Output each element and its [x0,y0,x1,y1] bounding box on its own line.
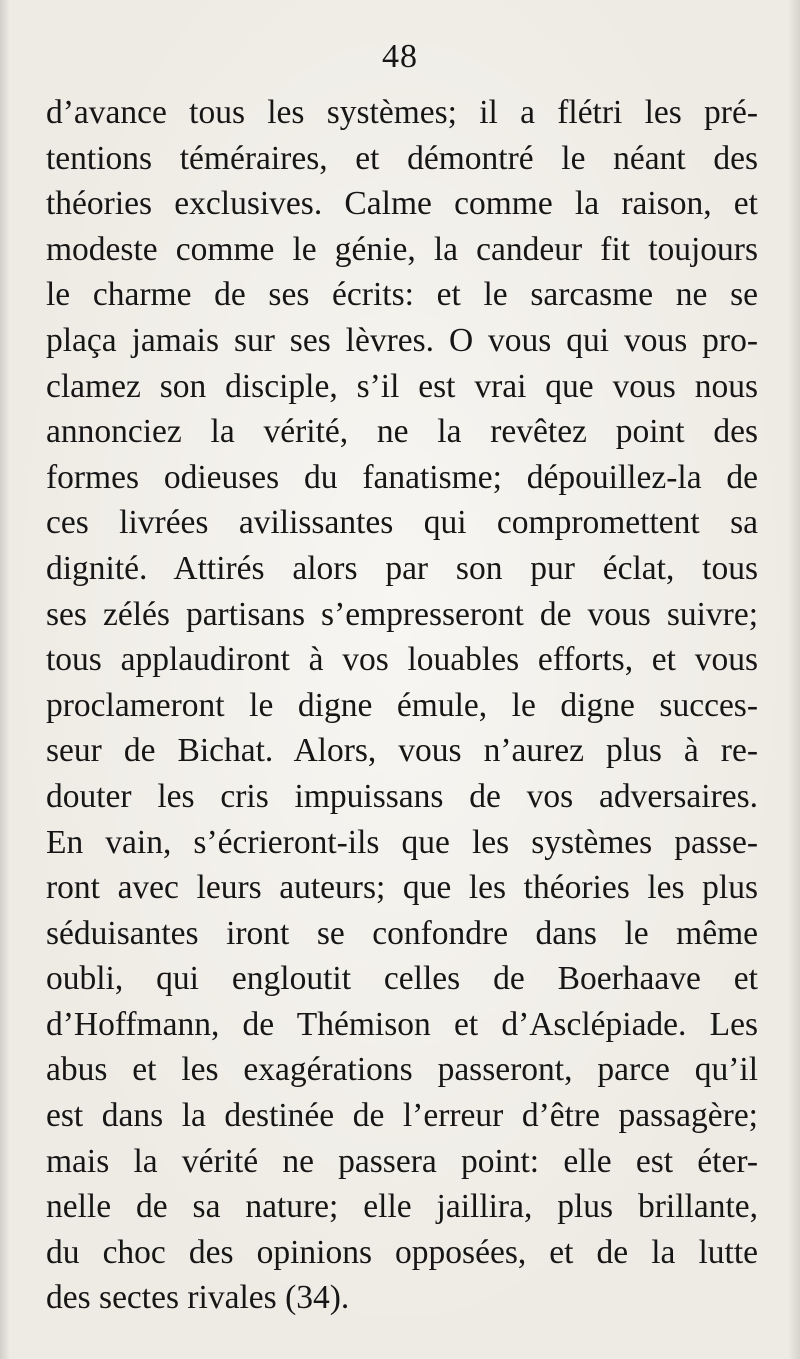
text-line: théories exclusives. Calme comme la raison, et [46,185,758,223]
text-line: d’avance tous les systèmes; il a flétri les pré- [46,94,758,131]
text-line: ces livrées avilissantes qui compromettent sa [46,504,758,542]
text-line: ront avec leurs auteurs; que les théories les plus [46,869,758,907]
text-line: modeste comme le génie, la candeur fit toujours [46,230,758,268]
body-text [46,90,758,1321]
text-line: douter les cris impuissans de vos adversaires. [46,777,758,815]
page-shadow-left [0,0,10,1359]
text-line: dignité. Attirés alors par son pur éclat, tous [46,549,758,587]
text-line: clamez son disciple, s’il est vrai que vous nous [46,367,758,405]
text-line: le charme de ses écrits: et le sarcasme ne se [46,276,758,314]
text-line: est dans la destinée de l’erreur d’être passagère; [46,1097,758,1135]
text-line: nelle de sa nature; elle jaillira, plus brillante, [46,1188,758,1226]
text-line: seur de Bichat. Alors, vous n’aurez plus à re- [46,732,758,770]
text-line: tous applaudiront à vos louables efforts, et vous [46,641,758,679]
page-number: 48 [382,38,418,75]
text-line: annonciez la vérité, ne la revêtez point des [46,413,758,451]
page-shadow-right [788,0,800,1359]
text-line: séduisantes iront se confondre dans le même [46,914,758,952]
text-line: En vain, s’écrieront-ils que les systèmes passe- [46,823,758,861]
text-line: formes odieuses du fanatisme; dépouillez-la de [46,458,758,496]
text-line: abus et les exagérations passeront, parce qu’il [46,1051,758,1089]
text-line-last: des sectes rivales (34). [46,1279,350,1317]
text-line: tentions téméraires, et démontré le néant des [46,139,758,177]
text-line: du choc des opinions opposées, et de la lutte [46,1233,758,1271]
text-line: proclameront le digne émule, le digne succes- [46,686,758,724]
text-line: d’Hoffmann, de Thémison et d’Asclépiade. Les [46,1005,758,1043]
text-line: plaça jamais sur ses lèvres. O vous qui vous pro- [46,321,758,359]
text-line: mais la vérité ne passera point: elle est éter- [46,1142,758,1180]
text-line: oubli, qui engloutit celles de Boerhaave et [46,960,758,998]
text-line: ses zélés partisans s’empresseront de vous suivre; [46,595,758,633]
